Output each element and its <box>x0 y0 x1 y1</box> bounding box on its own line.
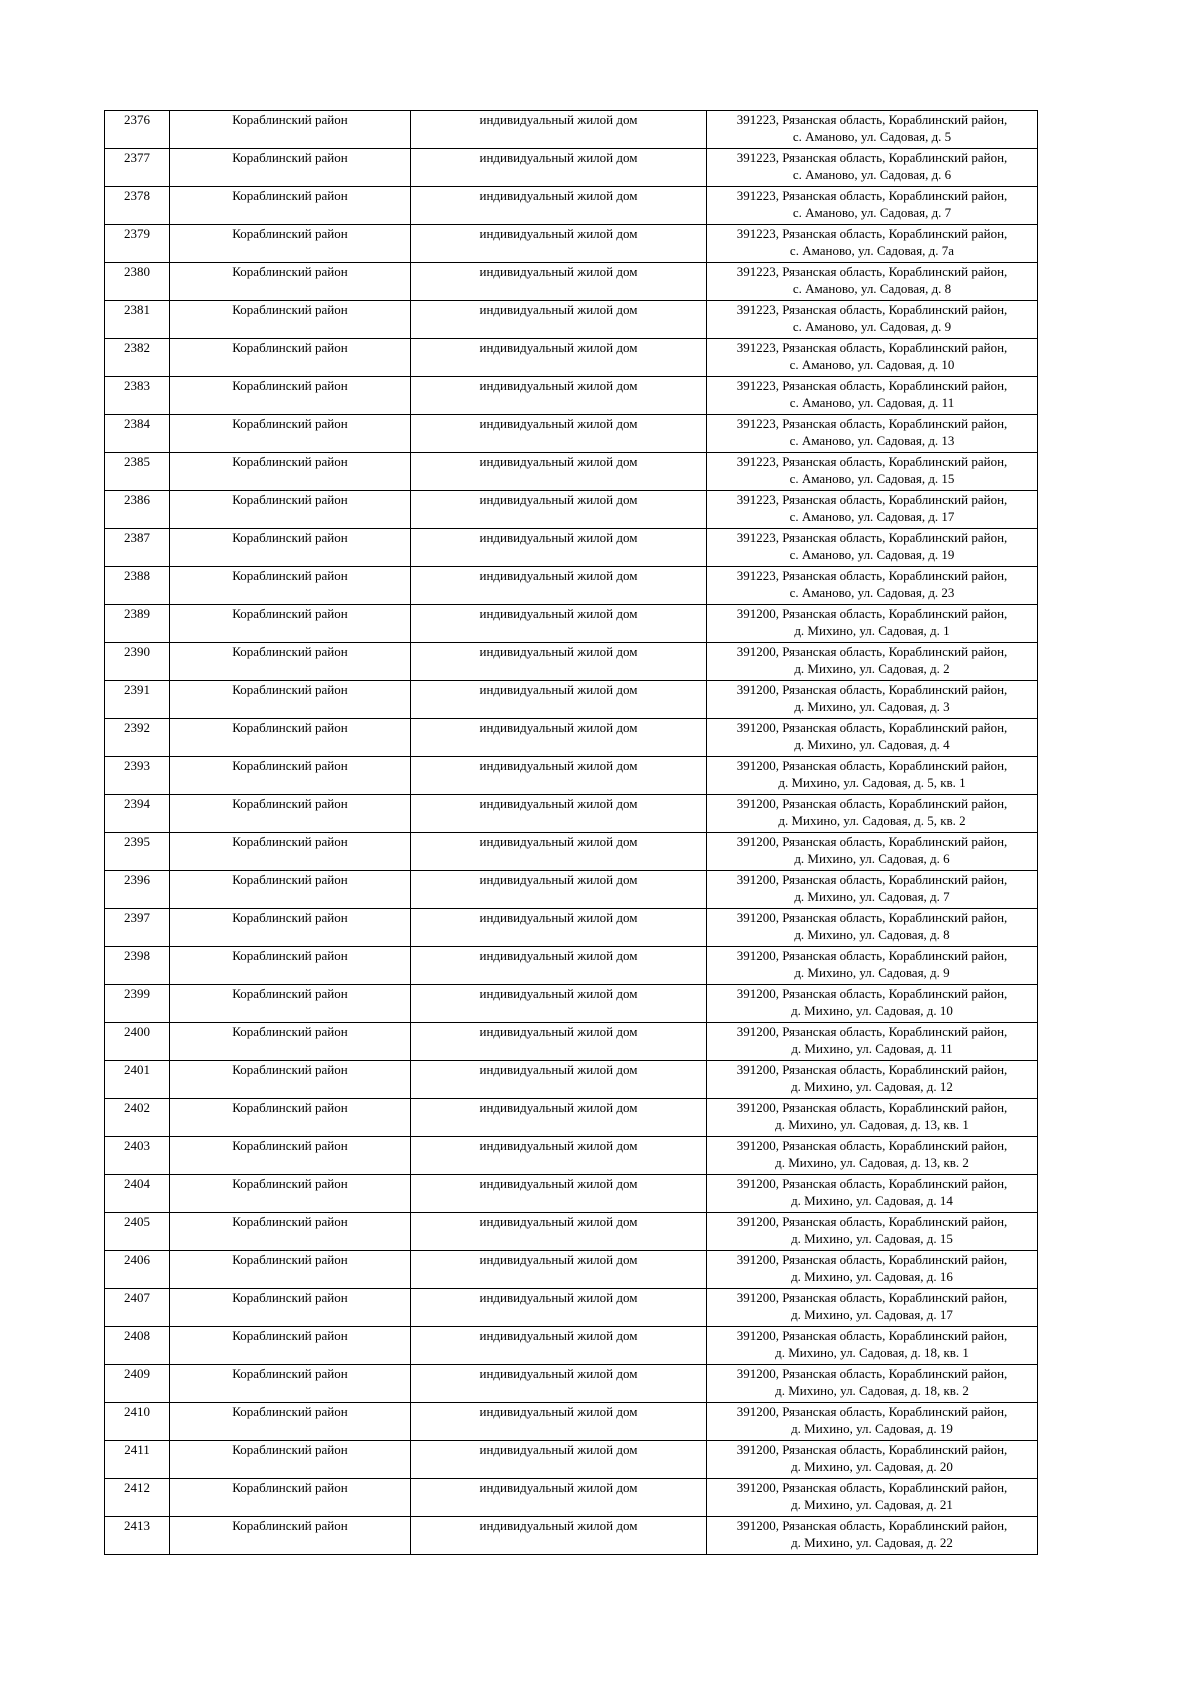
address-line-2: с. Аманово, ул. Садовая, д. 17 <box>789 509 955 524</box>
table-row <box>105 1403 1038 1441</box>
district-cell: Кораблинский район <box>170 1099 411 1137</box>
address-line-1: 391200, Рязанская область, Кораблинский район, <box>736 1480 1008 1495</box>
address-line-1: 391200, Рязанская область, Кораблинский район, <box>736 948 1008 963</box>
address-line-1: 391223, Рязанская область, Кораблинский район, <box>736 112 1008 127</box>
address-line-2: д. Михино, ул. Садовая, д. 9 <box>794 965 950 980</box>
object-type-cell: индивидуальный жилой дом <box>411 985 707 1023</box>
object-type-cell: индивидуальный жилой дом <box>411 1327 707 1365</box>
address-line-1: 391223, Рязанская область, Кораблинский район, <box>736 492 1008 507</box>
address-line-1: 391200, Рязанская область, Кораблинский район, <box>736 986 1008 1001</box>
address-cell <box>707 149 1038 187</box>
district-cell: Кораблинский район <box>170 1061 411 1099</box>
district-cell: Кораблинский район <box>170 681 411 719</box>
address-cell <box>707 1061 1038 1099</box>
row-number-cell: 2390 <box>105 643 170 681</box>
row-number-cell: 2378 <box>105 187 170 225</box>
district-cell: Кораблинский район <box>170 1479 411 1517</box>
address-line-2: д. Михино, ул. Садовая, д. 21 <box>791 1497 953 1512</box>
row-number-cell: 2395 <box>105 833 170 871</box>
address-cell <box>707 681 1038 719</box>
table-row <box>105 1365 1038 1403</box>
district-cell: Кораблинский район <box>170 1441 411 1479</box>
address-cell <box>707 1517 1038 1555</box>
address-cell <box>707 605 1038 643</box>
object-type-cell: индивидуальный жилой дом <box>411 643 707 681</box>
address-line-1: 391200, Рязанская область, Кораблинский район, <box>736 1290 1008 1305</box>
district-cell: Кораблинский район <box>170 111 411 149</box>
row-number-cell: 2376 <box>105 111 170 149</box>
address-cell <box>707 1023 1038 1061</box>
address-line-1: 391200, Рязанская область, Кораблинский район, <box>736 720 1008 735</box>
row-number-cell: 2411 <box>105 1441 170 1479</box>
address-cell <box>707 719 1038 757</box>
district-cell: Кораблинский район <box>170 1517 411 1555</box>
row-number-cell: 2400 <box>105 1023 170 1061</box>
district-cell: Кораблинский район <box>170 757 411 795</box>
address-line-2: с. Аманово, ул. Садовая, д. 6 <box>792 167 952 182</box>
object-type-cell: индивидуальный жилой дом <box>411 1175 707 1213</box>
object-type-cell: индивидуальный жилой дом <box>411 947 707 985</box>
table-row <box>105 1441 1038 1479</box>
table-row <box>105 1137 1038 1175</box>
object-type-cell: индивидуальный жилой дом <box>411 1289 707 1327</box>
table-row <box>105 1061 1038 1099</box>
row-number-cell: 2402 <box>105 1099 170 1137</box>
row-number-cell: 2377 <box>105 149 170 187</box>
address-cell <box>707 1251 1038 1289</box>
address-line-1: 391223, Рязанская область, Кораблинский район, <box>736 568 1008 583</box>
address-line-1: 391223, Рязанская область, Кораблинский район, <box>736 340 1008 355</box>
address-line-1: 391223, Рязанская область, Кораблинский район, <box>736 416 1008 431</box>
address-line-1: 391200, Рязанская область, Кораблинский район, <box>736 1214 1008 1229</box>
address-cell <box>707 985 1038 1023</box>
address-line-2: д. Михино, ул. Садовая, д. 19 <box>791 1421 953 1436</box>
district-cell: Кораблинский район <box>170 1289 411 1327</box>
object-type-cell: индивидуальный жилой дом <box>411 1213 707 1251</box>
object-type-cell: индивидуальный жилой дом <box>411 263 707 301</box>
object-type-cell: индивидуальный жилой дом <box>411 491 707 529</box>
address-line-2: д. Михино, ул. Садовая, д. 20 <box>791 1459 953 1474</box>
district-cell: Кораблинский район <box>170 339 411 377</box>
row-number-cell: 2413 <box>105 1517 170 1555</box>
address-line-2: д. Михино, ул. Садовая, д. 13, кв. 1 <box>775 1117 969 1132</box>
row-number-cell: 2407 <box>105 1289 170 1327</box>
address-line-1: 391200, Рязанская область, Кораблинский район, <box>736 1404 1008 1419</box>
district-cell: Кораблинский район <box>170 301 411 339</box>
address-cell <box>707 909 1038 947</box>
table-row <box>105 1099 1038 1137</box>
object-type-cell: индивидуальный жилой дом <box>411 795 707 833</box>
table-row <box>105 1213 1038 1251</box>
object-type-cell: индивидуальный жилой дом <box>411 1099 707 1137</box>
address-line-2: с. Аманово, ул. Садовая, д. 9 <box>792 319 952 334</box>
address-cell <box>707 1213 1038 1251</box>
address-line-2: д. Михино, ул. Садовая, д. 18, кв. 2 <box>775 1383 969 1398</box>
table-row <box>105 605 1038 643</box>
address-line-2: с. Аманово, ул. Садовая, д. 7а <box>789 243 955 258</box>
address-line-1: 391200, Рязанская область, Кораблинский район, <box>736 1366 1008 1381</box>
address-cell <box>707 1403 1038 1441</box>
address-line-2: д. Михино, ул. Садовая, д. 5, кв. 1 <box>778 775 966 790</box>
table-row <box>105 377 1038 415</box>
row-number-cell: 2379 <box>105 225 170 263</box>
address-line-1: 391223, Рязанская область, Кораблинский район, <box>736 188 1008 203</box>
row-number-cell: 2383 <box>105 377 170 415</box>
address-cell <box>707 377 1038 415</box>
row-number-cell: 2401 <box>105 1061 170 1099</box>
address-line-1: 391200, Рязанская область, Кораблинский район, <box>736 1518 1008 1533</box>
object-type-cell: индивидуальный жилой дом <box>411 415 707 453</box>
address-line-2: д. Михино, ул. Садовая, д. 6 <box>794 851 950 866</box>
table-row <box>105 947 1038 985</box>
table-row <box>105 1479 1038 1517</box>
table-row <box>105 339 1038 377</box>
table-row <box>105 1251 1038 1289</box>
address-line-2: с. Аманово, ул. Садовая, д. 13 <box>789 433 955 448</box>
address-line-1: 391223, Рязанская область, Кораблинский район, <box>736 530 1008 545</box>
district-cell: Кораблинский район <box>170 529 411 567</box>
row-number-cell: 2409 <box>105 1365 170 1403</box>
table-row <box>105 1289 1038 1327</box>
table-row <box>105 643 1038 681</box>
object-type-cell: индивидуальный жилой дом <box>411 339 707 377</box>
address-cell <box>707 795 1038 833</box>
object-type-cell: индивидуальный жилой дом <box>411 111 707 149</box>
row-number-cell: 2410 <box>105 1403 170 1441</box>
address-line-1: 391200, Рязанская область, Кораблинский район, <box>736 1024 1008 1039</box>
object-type-cell: индивидуальный жилой дом <box>411 1061 707 1099</box>
address-cell <box>707 1327 1038 1365</box>
address-line-2: д. Михино, ул. Садовая, д. 10 <box>791 1003 953 1018</box>
row-number-cell: 2398 <box>105 947 170 985</box>
object-type-cell: индивидуальный жилой дом <box>411 225 707 263</box>
district-cell: Кораблинский район <box>170 377 411 415</box>
address-cell <box>707 529 1038 567</box>
address-line-1: 391200, Рязанская область, Кораблинский район, <box>736 1138 1008 1153</box>
table-row <box>105 757 1038 795</box>
district-cell: Кораблинский район <box>170 719 411 757</box>
table-row <box>105 719 1038 757</box>
object-type-cell: индивидуальный жилой дом <box>411 833 707 871</box>
address-cell <box>707 491 1038 529</box>
address-line-2: с. Аманово, ул. Садовая, д. 19 <box>789 547 955 562</box>
object-type-cell: индивидуальный жилой дом <box>411 149 707 187</box>
address-line-1: 391223, Рязанская область, Кораблинский район, <box>736 264 1008 279</box>
table-row <box>105 795 1038 833</box>
table-row <box>105 111 1038 149</box>
address-cell <box>707 301 1038 339</box>
address-line-2: д. Михино, ул. Садовая, д. 16 <box>791 1269 953 1284</box>
object-type-cell: индивидуальный жилой дом <box>411 1479 707 1517</box>
address-line-1: 391223, Рязанская область, Кораблинский район, <box>736 226 1008 241</box>
address-line-2: с. Аманово, ул. Садовая, д. 23 <box>789 585 955 600</box>
address-line-2: д. Михино, ул. Садовая, д. 13, кв. 2 <box>775 1155 969 1170</box>
address-cell <box>707 1289 1038 1327</box>
address-line-1: 391223, Рязанская область, Кораблинский район, <box>736 378 1008 393</box>
address-line-2: д. Михино, ул. Садовая, д. 3 <box>794 699 950 714</box>
object-type-cell: индивидуальный жилой дом <box>411 301 707 339</box>
district-cell: Кораблинский район <box>170 225 411 263</box>
address-cell <box>707 1365 1038 1403</box>
address-line-2: с. Аманово, ул. Садовая, д. 5 <box>792 129 952 144</box>
table-row <box>105 415 1038 453</box>
address-table <box>104 110 1038 1555</box>
district-cell: Кораблинский район <box>170 985 411 1023</box>
row-number-cell: 2406 <box>105 1251 170 1289</box>
address-line-2: с. Аманово, ул. Садовая, д. 15 <box>789 471 955 486</box>
address-line-1: 391200, Рязанская область, Кораблинский район, <box>736 796 1008 811</box>
row-number-cell: 2405 <box>105 1213 170 1251</box>
address-line-2: с. Аманово, ул. Садовая, д. 10 <box>789 357 955 372</box>
address-line-1: 391223, Рязанская область, Кораблинский район, <box>736 454 1008 469</box>
address-line-2: д. Михино, ул. Садовая, д. 12 <box>791 1079 953 1094</box>
object-type-cell: индивидуальный жилой дом <box>411 1365 707 1403</box>
row-number-cell: 2382 <box>105 339 170 377</box>
row-number-cell: 2386 <box>105 491 170 529</box>
table-row <box>105 1327 1038 1365</box>
address-line-2: д. Михино, ул. Садовая, д. 7 <box>794 889 950 904</box>
table-row <box>105 529 1038 567</box>
row-number-cell: 2404 <box>105 1175 170 1213</box>
address-line-1: 391200, Рязанская область, Кораблинский район, <box>736 1100 1008 1115</box>
address-cell <box>707 225 1038 263</box>
district-cell: Кораблинский район <box>170 1023 411 1061</box>
district-cell: Кораблинский район <box>170 567 411 605</box>
address-line-2: д. Михино, ул. Садовая, д. 8 <box>794 927 950 942</box>
address-line-1: 391200, Рязанская область, Кораблинский район, <box>736 682 1008 697</box>
address-line-1: 391223, Рязанская область, Кораблинский район, <box>736 150 1008 165</box>
table-row <box>105 681 1038 719</box>
table-row <box>105 301 1038 339</box>
district-cell: Кораблинский район <box>170 947 411 985</box>
address-line-2: д. Михино, ул. Садовая, д. 11 <box>791 1041 953 1056</box>
table-row <box>105 833 1038 871</box>
address-line-2: д. Михино, ул. Садовая, д. 15 <box>791 1231 953 1246</box>
address-line-1: 391200, Рязанская область, Кораблинский район, <box>736 644 1008 659</box>
object-type-cell: индивидуальный жилой дом <box>411 757 707 795</box>
row-number-cell: 2391 <box>105 681 170 719</box>
address-line-2: д. Михино, ул. Садовая, д. 22 <box>791 1535 953 1550</box>
address-line-1: 391200, Рязанская область, Кораблинский район, <box>736 872 1008 887</box>
table-row <box>105 567 1038 605</box>
table-row <box>105 263 1038 301</box>
address-cell <box>707 1099 1038 1137</box>
row-number-cell: 2387 <box>105 529 170 567</box>
address-line-1: 391200, Рязанская область, Кораблинский район, <box>736 1252 1008 1267</box>
table-row <box>105 187 1038 225</box>
address-cell <box>707 1137 1038 1175</box>
district-cell: Кораблинский район <box>170 909 411 947</box>
object-type-cell: индивидуальный жилой дом <box>411 529 707 567</box>
address-cell <box>707 1479 1038 1517</box>
address-line-1: 391200, Рязанская область, Кораблинский район, <box>736 1176 1008 1191</box>
address-line-2: с. Аманово, ул. Садовая, д. 11 <box>789 395 955 410</box>
address-line-2: д. Михино, ул. Садовая, д. 1 <box>794 623 950 638</box>
row-number-cell: 2385 <box>105 453 170 491</box>
address-line-1: 391223, Рязанская область, Кораблинский район, <box>736 302 1008 317</box>
district-cell: Кораблинский район <box>170 491 411 529</box>
object-type-cell: индивидуальный жилой дом <box>411 453 707 491</box>
object-type-cell: индивидуальный жилой дом <box>411 909 707 947</box>
district-cell: Кораблинский район <box>170 415 411 453</box>
district-cell: Кораблинский район <box>170 263 411 301</box>
address-line-1: 391200, Рязанская область, Кораблинский район, <box>736 606 1008 621</box>
district-cell: Кораблинский район <box>170 1365 411 1403</box>
address-cell <box>707 947 1038 985</box>
table-row <box>105 149 1038 187</box>
address-cell <box>707 871 1038 909</box>
district-cell: Кораблинский район <box>170 187 411 225</box>
district-cell: Кораблинский район <box>170 1175 411 1213</box>
district-cell: Кораблинский район <box>170 453 411 491</box>
district-cell: Кораблинский район <box>170 1213 411 1251</box>
address-line-2: д. Михино, ул. Садовая, д. 5, кв. 2 <box>778 813 966 828</box>
district-cell: Кораблинский район <box>170 1327 411 1365</box>
table-row <box>105 985 1038 1023</box>
district-cell: Кораблинский район <box>170 605 411 643</box>
row-number-cell: 2380 <box>105 263 170 301</box>
row-number-cell: 2399 <box>105 985 170 1023</box>
table-row <box>105 1023 1038 1061</box>
row-number-cell: 2394 <box>105 795 170 833</box>
row-number-cell: 2384 <box>105 415 170 453</box>
row-number-cell: 2396 <box>105 871 170 909</box>
object-type-cell: индивидуальный жилой дом <box>411 1137 707 1175</box>
table-row <box>105 909 1038 947</box>
address-cell <box>707 1175 1038 1213</box>
address-line-1: 391200, Рязанская область, Кораблинский район, <box>736 834 1008 849</box>
address-cell <box>707 339 1038 377</box>
district-cell: Кораблинский район <box>170 1251 411 1289</box>
address-line-2: д. Михино, ул. Садовая, д. 17 <box>791 1307 953 1322</box>
row-number-cell: 2392 <box>105 719 170 757</box>
object-type-cell: индивидуальный жилой дом <box>411 605 707 643</box>
object-type-cell: индивидуальный жилой дом <box>411 1251 707 1289</box>
row-number-cell: 2393 <box>105 757 170 795</box>
address-line-2: д. Михино, ул. Садовая, д. 2 <box>794 661 950 676</box>
row-number-cell: 2408 <box>105 1327 170 1365</box>
address-cell <box>707 453 1038 491</box>
object-type-cell: индивидуальный жилой дом <box>411 1023 707 1061</box>
table-row <box>105 491 1038 529</box>
row-number-cell: 2403 <box>105 1137 170 1175</box>
address-line-2: с. Аманово, ул. Садовая, д. 7 <box>792 205 952 220</box>
address-line-2: д. Михино, ул. Садовая, д. 4 <box>794 737 950 752</box>
address-line-2: с. Аманово, ул. Садовая, д. 8 <box>792 281 952 296</box>
address-line-1: 391200, Рязанская область, Кораблинский район, <box>736 1328 1008 1343</box>
address-cell <box>707 187 1038 225</box>
address-line-1: 391200, Рязанская область, Кораблинский район, <box>736 910 1008 925</box>
address-line-1: 391200, Рязанская область, Кораблинский район, <box>736 1062 1008 1077</box>
object-type-cell: индивидуальный жилой дом <box>411 377 707 415</box>
address-line-1: 391200, Рязанская область, Кораблинский район, <box>736 1442 1008 1457</box>
row-number-cell: 2397 <box>105 909 170 947</box>
table-row <box>105 1175 1038 1213</box>
district-cell: Кораблинский район <box>170 149 411 187</box>
object-type-cell: индивидуальный жилой дом <box>411 871 707 909</box>
object-type-cell: индивидуальный жилой дом <box>411 567 707 605</box>
address-cell <box>707 757 1038 795</box>
object-type-cell: индивидуальный жилой дом <box>411 1403 707 1441</box>
address-cell <box>707 263 1038 301</box>
row-number-cell: 2389 <box>105 605 170 643</box>
address-table-body <box>105 111 1038 1555</box>
object-type-cell: индивидуальный жилой дом <box>411 187 707 225</box>
address-line-1: 391200, Рязанская область, Кораблинский район, <box>736 758 1008 773</box>
address-cell <box>707 111 1038 149</box>
district-cell: Кораблинский район <box>170 833 411 871</box>
district-cell: Кораблинский район <box>170 795 411 833</box>
district-cell: Кораблинский район <box>170 1403 411 1441</box>
district-cell: Кораблинский район <box>170 643 411 681</box>
address-line-2: д. Михино, ул. Садовая, д. 18, кв. 1 <box>775 1345 969 1360</box>
address-line-2: д. Михино, ул. Садовая, д. 14 <box>791 1193 953 1208</box>
table-row <box>105 453 1038 491</box>
address-cell <box>707 415 1038 453</box>
address-cell <box>707 643 1038 681</box>
address-cell <box>707 833 1038 871</box>
row-number-cell: 2388 <box>105 567 170 605</box>
object-type-cell: индивидуальный жилой дом <box>411 1517 707 1555</box>
object-type-cell: индивидуальный жилой дом <box>411 719 707 757</box>
object-type-cell: индивидуальный жилой дом <box>411 681 707 719</box>
object-type-cell: индивидуальный жилой дом <box>411 1441 707 1479</box>
table-row <box>105 1517 1038 1555</box>
district-cell: Кораблинский район <box>170 1137 411 1175</box>
address-cell <box>707 1441 1038 1479</box>
table-row <box>105 871 1038 909</box>
row-number-cell: 2412 <box>105 1479 170 1517</box>
address-cell <box>707 567 1038 605</box>
district-cell: Кораблинский район <box>170 871 411 909</box>
table-row <box>105 225 1038 263</box>
row-number-cell: 2381 <box>105 301 170 339</box>
